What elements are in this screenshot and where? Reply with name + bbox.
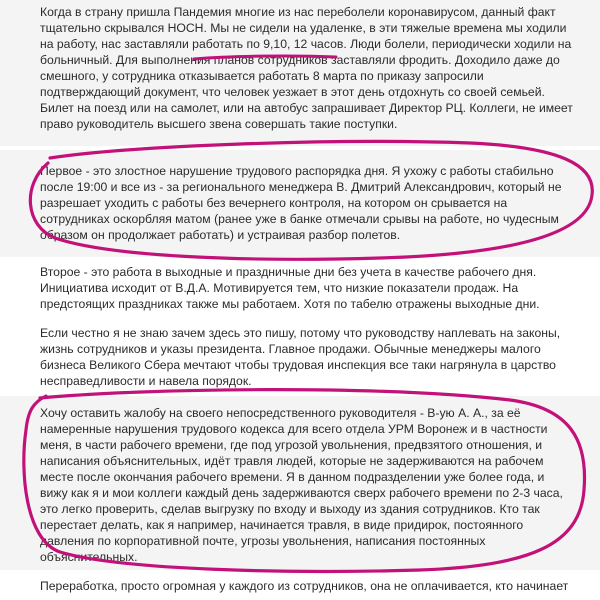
paragraph-1-line: право руководитель высшего звена совершать такие поступки. [40, 117, 398, 131]
paragraph-1-line: больничный. Для выполнения планов сотрудников заставляли фродить. Доходило даже до [40, 53, 560, 67]
paragraph-1-line: на работу, нас заставляли работать по 9,10, 12 часов. Люди болели, периодически ходили на [40, 37, 572, 51]
paragraph-5-line: написания объяснительных, идёт травля людей, которые не задерживаются на рабочем [40, 454, 544, 468]
paragraph-1-line: Когда в страну пришла Пандемия многие из нас переболели коронавирусом, данный факт [40, 5, 556, 19]
paragraph-4-line: бизнеса Великого Сбера мечтают чтобы трудовая инспекция все таки нагрянула в царство [40, 358, 556, 372]
paragraph-3-line: предстоящих праздниках также мы работаем. Хотя по табелю отражены выходные дни. [40, 297, 540, 311]
paragraph-4-line: Если честно я не знаю зачем здесь это пишу, потому что руководству наплевать на законы, [40, 326, 561, 340]
paragraph-1-line: подтверждающий документ, что человек уезжает в этот день отдохнуть со своей семьей. [40, 85, 545, 99]
paragraph-5-line: намеренные нарушения трудового кодекса для всего отдела УРМ Воронеж и в частности [40, 422, 548, 436]
paragraph-2-line: Первое - это злостное нарушение трудового распорядка дня. Я ухожу с работы стабильно [40, 164, 554, 178]
paragraph-3-line: Инициатива исходит от В.Д.А. Мотивируется тем, что низкие показатели продаж. На [40, 281, 519, 295]
paragraph-2-line: после 19:00 и все из - за регионального менеджера В. Дмитрий Александрович, который не [40, 180, 562, 194]
paragraph-2-line: образом он продолжает работать) и устраивая разбор полетов. [40, 228, 401, 242]
paragraph-4-line: жизнь сотрудников и указы президента. Главное продажи. Обычные менеджеры малого [40, 342, 541, 356]
paragraph-5-line: меня, в части рабочего времени, где под угрозой увольнения, предвзятого отношения, и [40, 438, 543, 452]
paragraph-5-line: объяснительных. [40, 550, 138, 564]
paragraph-2-line: сотрудниках оскорбляя матом (ранее уже в банке отмечали срывы на работе, но чудесным [40, 212, 559, 226]
paragraph-5-line: перестает делать, как я например, начинается травля, в виде придирок, постоянного [40, 518, 524, 532]
paragraph-5-line: Хочу оставить жалобу на своего непосредственного руководителя - В-ую А. А., за её [40, 406, 521, 420]
paragraph-1-line: смешного, у сотрудника отказывается работать 8 марта по приказу запросили [40, 69, 484, 83]
paragraph-5-line: вижу как я и мои коллеги каждый день задерживаются сверх рабочего времени по 2-3 часа, [40, 486, 563, 500]
paragraph-5-line: давления по корпоративной почте, угрозы увольнения, написания постоянных [40, 534, 486, 548]
paragraph-5-line: это легко проверить, сделав выгрузку по входу и выходу из здания сотрудников. Кто так [40, 502, 540, 516]
paragraph-1-line: тщательно скрывался НОСН. Мы не сидели на удаленке, в эти тяжелые времена мы ходили [40, 21, 567, 35]
paragraph-1-line: Билет на поезд или на самолет, или на автобус запрашивает Директор РЦ. Коллеги, не имеет [40, 101, 573, 115]
paragraph-2-line: разрешает уходить с работы без вечернего контроля, на котором он срывается на [40, 196, 508, 210]
paragraph-5-line: месте после окончания рабочего времени. Я в данном подразделении уже более года, и [40, 470, 545, 484]
paragraph-6-line: Переработка, просто огромная у каждого из сотрудников, она не оплачивается, кто начинает [40, 579, 569, 593]
paragraph-3-line: Второе - это работа в выходные и праздничные дни без учета в качестве рабочего дня. [40, 265, 537, 279]
paragraph-4-line: несправедливости и навела порядок. [40, 374, 252, 388]
